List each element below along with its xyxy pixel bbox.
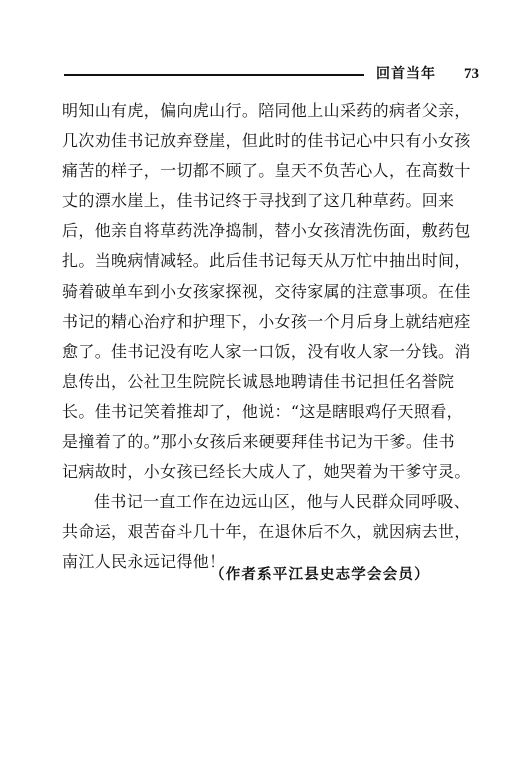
page-number: 73 xyxy=(464,66,479,82)
text-line: 书记的精心治疗和护理下，小女孩一个月后身上就结疤痊 xyxy=(62,311,471,331)
text-line: 息传出，公社卫生院院长诚恳地聘请佳书记担任名誉院 xyxy=(62,371,455,391)
text-line: 愈了。佳书记没有吃人家一口饭，没有收人家一分钱。消 xyxy=(62,341,471,361)
section-title: 回首当年 xyxy=(376,66,436,82)
paragraph-1 xyxy=(62,96,477,487)
text-line: 扎。当晚病情减轻。此后佳书记每天从万忙中抽出时间， xyxy=(62,251,471,271)
header-rule xyxy=(64,74,364,76)
text-line: 后，他亲自将草药洗净捣制，替小女孩清洗伤面，敷药包 xyxy=(62,221,471,241)
text-line: 几次劝佳书记放弃登崖，但此时的佳书记心中只有小女孩 xyxy=(62,131,471,151)
text-line: 长。佳书记笑着推却了，他说：“这是瞎眼鸡仔天照看， xyxy=(62,401,463,421)
text-line: 记病故时，小女孩已经长大成人了，她哭着为干爹守灵。 xyxy=(62,462,471,482)
text-line: 丈的漂水崖上，佳书记终于寻找到了这几种草药。回来 xyxy=(62,191,455,211)
text-line: 是撞着了的。”那小女孩后来硬要拜佳书记为干爹。佳书 xyxy=(62,432,455,452)
text-line: 痛苦的样子，一切都不顾了。皇天不负苦心人，在高数十 xyxy=(62,161,471,181)
text-line: 共命运，艰苦奋斗几十年，在退休后不久，就因病去世， xyxy=(62,522,471,542)
text-line: 明知山有虎，偏向虎山行。陪同他上山采药的病者父亲， xyxy=(62,101,471,120)
text-line: 骑着破单车到小女孩家探视，交待家属的注意事项。在佳 xyxy=(62,281,471,301)
text-line: 佳书记一直工作在边远山区，他与人民群众同呼吸、 xyxy=(94,492,471,512)
author-credit: （作者系平江县史志学会会员） xyxy=(210,567,430,583)
running-header xyxy=(64,62,479,86)
text-line: 南江人民永远记得他！ xyxy=(62,552,226,572)
article-body xyxy=(62,96,477,578)
